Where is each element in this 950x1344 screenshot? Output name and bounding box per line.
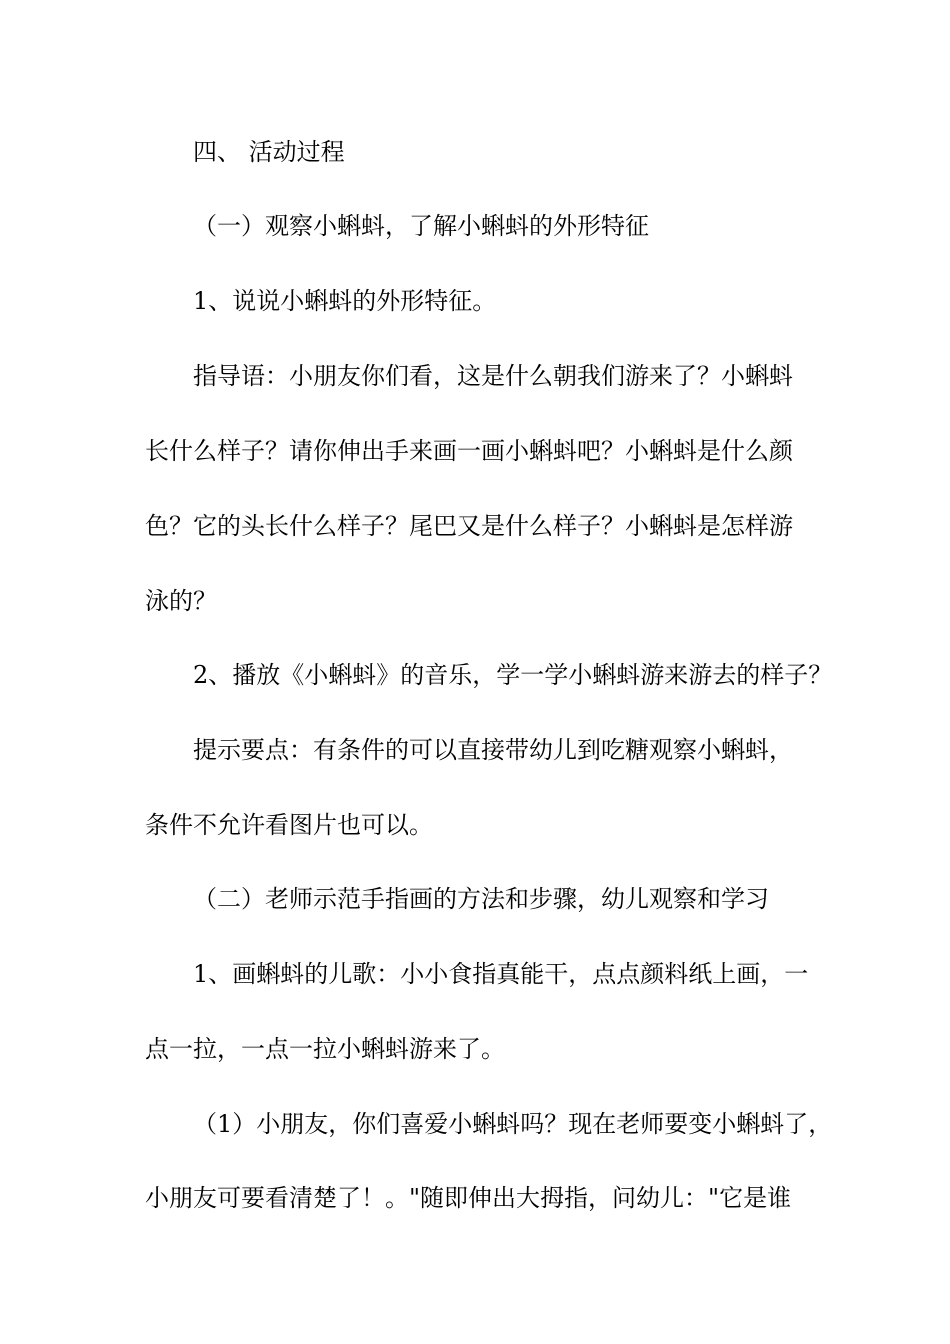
guide-paragraph-line: 色？它的头长什么样子？尾巴又是什么样子？小蝌蚪是怎样游: [145, 512, 793, 540]
guide-text: 小朋友你们看，这是什么朝我们游来了？小蝌蚪: [289, 362, 793, 390]
rhyme-paragraph-line: 1、画蝌蚪的儿歌：小小食指真能干，点点颜料纸上画，一: [193, 960, 809, 988]
section-heading: 四、 活动过程: [193, 138, 345, 166]
rhyme-paragraph-line: 点一拉，一点一拉小蝌蚪游来了。: [145, 1035, 505, 1063]
tip-paragraph-line: 条件不允许看图片也可以。: [145, 811, 433, 839]
item-describe-features: 1、说说小蝌蚪的外形特征。: [193, 287, 497, 315]
guide-label: 指导语：: [193, 362, 289, 390]
item-play-music: 2、播放《小蝌蚪》的音乐，学一学小蝌蚪游来游去的样子？: [193, 661, 833, 689]
subsection-title-demonstrate: （二）老师示范手指画的方法和步骤，幼儿观察和学习: [193, 885, 769, 913]
step-paragraph-line: 小朋友可要看清楚了！。"随即伸出大拇指，问幼儿："它是谁: [145, 1184, 792, 1212]
step-paragraph-line: （1）小朋友，你们喜爱小蝌蚪吗？现在老师要变小蝌蚪了，: [193, 1110, 833, 1138]
guide-paragraph-line: [193, 361, 793, 391]
subsection-title-observe: （一）观察小蝌蚪，了解小蝌蚪的外形特征: [193, 212, 649, 240]
guide-paragraph-line: 长什么样子？请你伸出手来画一画小蝌蚪吧？小蝌蚪是什么颜: [145, 437, 793, 465]
guide-paragraph-line: 泳的？: [145, 587, 217, 615]
tip-paragraph-line: 提示要点：有条件的可以直接带幼儿到吃糖观察小蝌蚪，: [193, 736, 793, 764]
